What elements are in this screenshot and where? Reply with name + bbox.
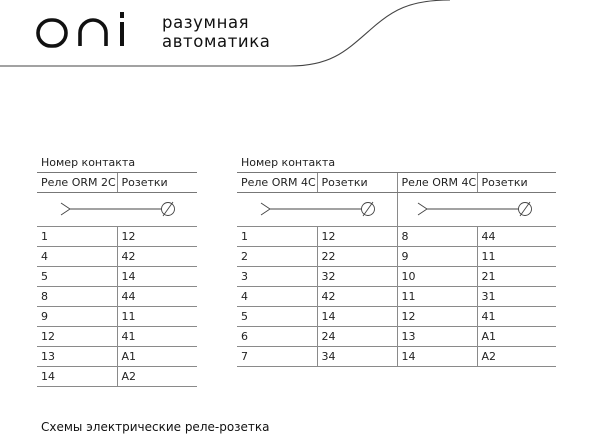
socket-cell: A2 xyxy=(117,367,197,387)
relay-cell: 12 xyxy=(37,327,117,347)
relay-cell: 5 xyxy=(37,267,117,287)
relay-cell: 1 xyxy=(237,227,317,247)
table-row xyxy=(37,287,197,307)
table-title-row xyxy=(237,153,556,173)
relay-cell: 13 xyxy=(397,327,477,347)
orm-2c-contact-table xyxy=(37,153,197,387)
relay-cell: 2 xyxy=(237,247,317,267)
relay-cell: 12 xyxy=(397,307,477,327)
socket-cell: 22 xyxy=(317,247,397,267)
socket-cell: 24 xyxy=(317,327,397,347)
socket-cell: 31 xyxy=(477,287,556,307)
relay-socket-symbol xyxy=(37,193,197,226)
table-row xyxy=(37,247,197,267)
relay-cell: 9 xyxy=(37,307,117,327)
socket-cell: A1 xyxy=(117,347,197,367)
table-row xyxy=(37,267,197,287)
socket-cell: 11 xyxy=(477,247,556,267)
socket-cell: 14 xyxy=(317,307,397,327)
table-row xyxy=(37,367,197,387)
relay-cell: 13 xyxy=(37,347,117,367)
table-row xyxy=(237,327,556,347)
socket-cell: 42 xyxy=(317,287,397,307)
table-row xyxy=(237,347,556,367)
diagram-caption: Схемы электрические реле-розетка xyxy=(41,420,270,434)
relay-cell: 10 xyxy=(397,267,477,287)
socket-cell: 34 xyxy=(317,347,397,367)
table-row xyxy=(37,307,197,327)
table-row xyxy=(237,307,556,327)
table-row xyxy=(237,287,556,307)
table-title: Номер контакта xyxy=(237,153,556,173)
socket-cell: 14 xyxy=(117,267,197,287)
socket-cell: 41 xyxy=(477,307,556,327)
socket-cell: 44 xyxy=(477,227,556,247)
socket-column-header: Розетки xyxy=(477,173,556,193)
relay-cell: 14 xyxy=(397,347,477,367)
table-title: Номер контакта xyxy=(37,153,197,173)
socket-cell: 42 xyxy=(117,247,197,267)
table-row xyxy=(37,327,197,347)
connection-symbol-row xyxy=(237,193,556,227)
relay-column-header: Реле ORM 4C xyxy=(237,173,317,193)
orm-4c-contact-table xyxy=(237,153,556,367)
socket-cell: A1 xyxy=(477,327,556,347)
relay-cell: 14 xyxy=(37,367,117,387)
socket-cell: 41 xyxy=(117,327,197,347)
relay-column-header: Реле ORM 4C xyxy=(397,173,477,193)
relay-cell: 4 xyxy=(237,287,317,307)
socket-column-header: Розетки xyxy=(117,173,197,193)
oni-logo xyxy=(32,4,146,52)
tagline-line1: разумная xyxy=(162,13,250,32)
tagline-line2: автоматика xyxy=(162,32,271,51)
table-row xyxy=(37,347,197,367)
socket-cell: 12 xyxy=(317,227,397,247)
column-header-row xyxy=(237,173,556,193)
table-row xyxy=(237,247,556,267)
relay-cell: 9 xyxy=(397,247,477,267)
relay-cell: 7 xyxy=(237,347,317,367)
relay-cell: 5 xyxy=(237,307,317,327)
relay-cell: 11 xyxy=(397,287,477,307)
relay-cell: 8 xyxy=(397,227,477,247)
table-title-row xyxy=(37,153,197,173)
relay-column-header: Реле ORM 2C xyxy=(37,173,117,193)
socket-cell: 21 xyxy=(477,267,556,287)
socket-cell: A2 xyxy=(477,347,556,367)
table-row xyxy=(37,227,197,247)
oni-logo-mark xyxy=(32,4,146,52)
socket-cell: 44 xyxy=(117,287,197,307)
relay-socket-symbol xyxy=(398,193,557,226)
table-row xyxy=(237,227,556,247)
relay-socket-symbol xyxy=(237,193,397,226)
relay-cell: 4 xyxy=(37,247,117,267)
relay-cell: 1 xyxy=(37,227,117,247)
connection-symbol-row xyxy=(37,193,197,227)
table-row xyxy=(237,267,556,287)
relay-cell: 8 xyxy=(37,287,117,307)
column-header-row xyxy=(37,173,197,193)
socket-cell: 11 xyxy=(117,307,197,327)
relay-cell: 6 xyxy=(237,327,317,347)
socket-cell: 32 xyxy=(317,267,397,287)
socket-cell: 12 xyxy=(117,227,197,247)
relay-cell: 3 xyxy=(237,267,317,287)
socket-column-header: Розетки xyxy=(317,173,397,193)
